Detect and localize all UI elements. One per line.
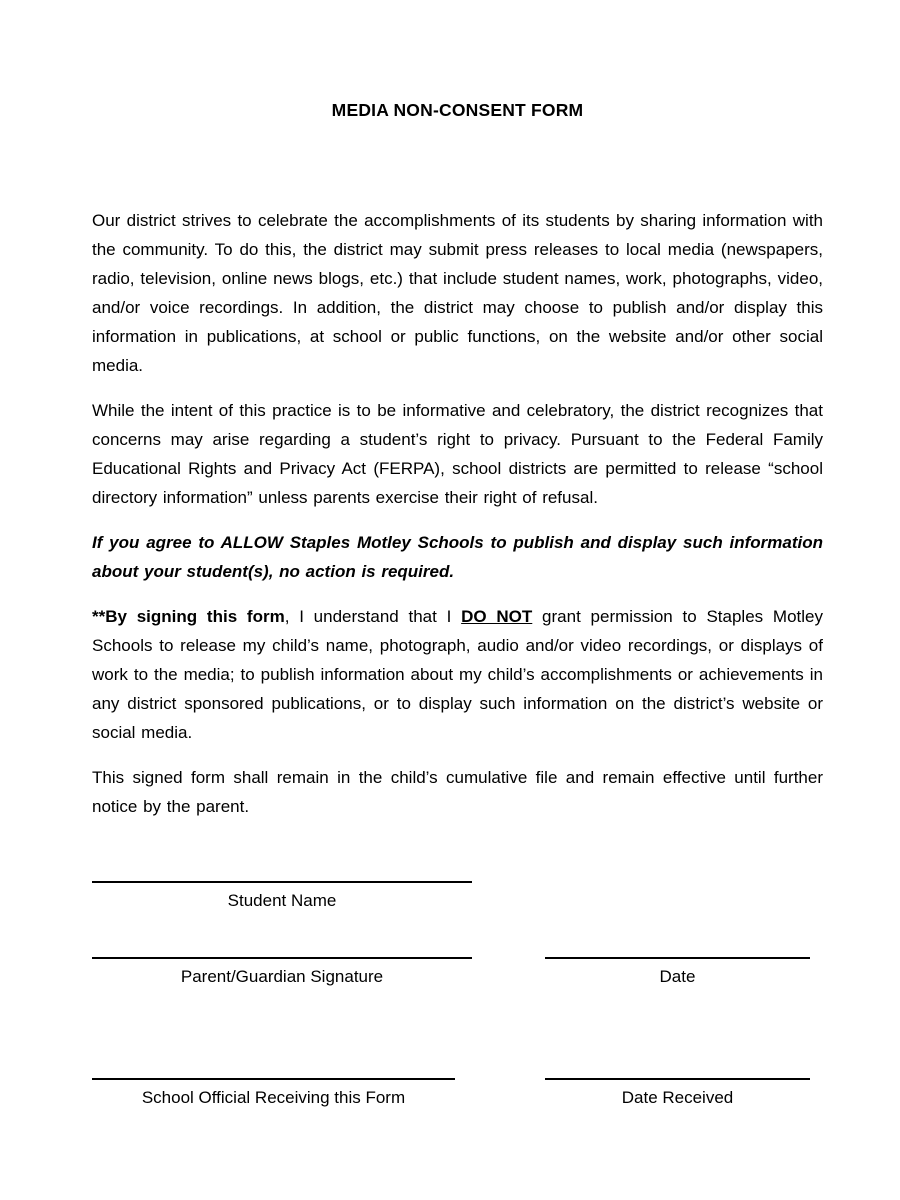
- parent-signature-field: [92, 957, 472, 988]
- non-consent-mid-text: , I understand that I: [284, 607, 462, 626]
- paragraph-non-consent-statement: [92, 602, 823, 747]
- date-line: [545, 957, 810, 959]
- parent-signature-line: [92, 957, 472, 959]
- school-official-label: School Official Receiving this Form: [141, 1088, 406, 1107]
- document-title: MEDIA NON-CONSENT FORM: [331, 100, 584, 120]
- paragraph-allow-notice: If you agree to ALLOW Staples Motley Schools to publish and display such information about your student(s), no action is required.: [92, 533, 823, 581]
- school-official-row: [92, 1078, 823, 1109]
- date-received-field: [545, 1078, 810, 1109]
- date-field: [545, 957, 810, 988]
- signature-section: [92, 881, 823, 1109]
- non-consent-do-not: DO NOT: [461, 607, 533, 626]
- student-name-signature-line: [92, 881, 472, 883]
- student-name-field: [92, 881, 472, 912]
- non-consent-bold-intro: **By signing this form: [92, 607, 285, 626]
- parent-signature-row: [92, 957, 823, 988]
- date-label: Date: [659, 967, 696, 986]
- student-name-row: [92, 881, 823, 912]
- paragraph-retention: This signed form shall remain in the child’s cumulative file and remain effective until further notice by the parent.: [92, 768, 823, 816]
- student-name-label: Student Name: [227, 891, 337, 910]
- date-received-line: [545, 1078, 810, 1080]
- parent-signature-label: Parent/Guardian Signature: [180, 967, 384, 986]
- non-consent-rest-text: grant permission to Staples Motley Schools to release my child’s name, photograph, audio and/or video recordings, or displays of work to the media; to publish information about my child’s accomplishments or achievements in any district sponsored publications, or to display such information on the district’s website or social media.: [92, 607, 823, 742]
- date-received-label: Date Received: [621, 1088, 734, 1107]
- school-official-field: [92, 1078, 455, 1109]
- paragraph-privacy: While the intent of this practice is to be informative and celebratory, the district recognizes that concerns may arise regarding a student’s right to privacy. Pursuant to the Federal Family Educational Rights and Privacy Act (FERPA), school districts are permitted to release “school directory information” unless parents exercise their right of refusal.: [92, 401, 823, 507]
- paragraph-intro: Our district strives to celebrate the accomplishments of its students by sharing information with the community. To do this, the district may submit press releases to local media (newspapers, radio, television, online news blogs, etc.) that include student names, work, photographs, video, and/or voice recordings. In addition, the district may choose to publish and/or display this information in publications, at school or public functions, on the website and/or other social media.: [92, 211, 823, 375]
- school-official-line: [92, 1078, 455, 1080]
